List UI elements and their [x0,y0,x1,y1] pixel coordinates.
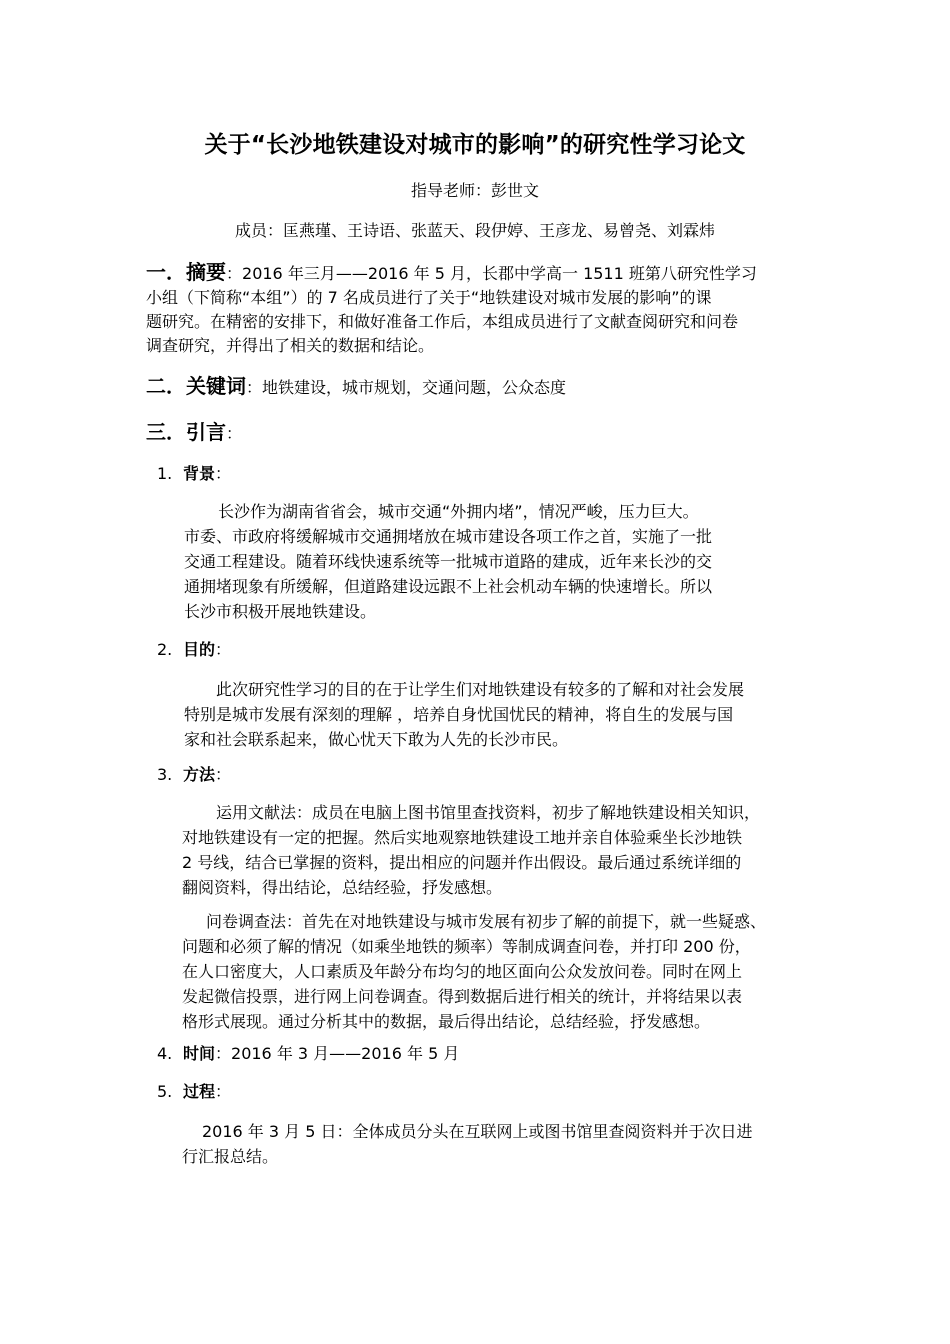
method-survey-line-2: 问题和必须了解的情况（如乘坐地铁的频率）等制成调查问卷，并打印 200 份， [182,937,751,956]
list-item-time [157,1042,459,1066]
purpose-line-2: 特别是城市发展有深刻的理解 ，培养自身忧国忧民的精神，将自生的发展与国 [184,705,734,724]
item-colon: ：2016 年 3 月——2016 年 5 月 [215,1044,460,1063]
background-line-5: 长沙市积极开展地铁建设。 [184,602,377,621]
keywords-text: ：地铁建设，城市规划，交通问题，公众态度 [246,378,567,397]
members-line: 成员：匡燕瑾、王诗语、张蓝天、段伊婷、王彦龙、易曾尧、刘霖炜 [234,221,715,240]
background-line-4: 通拥堵现象有所缓解，但道路建设远跟不上社会机动车辆的快速增长。所以 [184,577,713,596]
item-colon: ： [215,464,232,483]
item-colon: ： [215,640,232,659]
process-line-2: 行汇报总结。 [182,1147,279,1166]
paper-title: 关于“长沙地铁建设对城市的影响”的研究性学习论文 [204,132,746,158]
abstract-colon: ： [226,264,243,283]
item-label: 目的 [183,640,216,659]
intro-section [146,420,816,446]
list-item-purpose [157,638,231,662]
item-number: 3. [157,765,173,784]
item-number: 5. [157,1082,173,1101]
intro-colon: ： [226,424,243,443]
method-survey-line-1: 问卷调查法：首先在对地铁建设与城市发展有初步了解的前提下，就一些疑惑、 [206,912,767,931]
background-line-2: 市委、市政府将缓解城市交通拥堵放在城市建设各项工作之首，实施了一批 [184,527,713,546]
keywords-section [146,374,816,400]
method-survey-line-4: 发起微信投票，进行网上问卷调查。得到数据后进行相关的统计，并将结果以表 [182,987,743,1006]
background-line-1: 长沙作为湖南省省会，城市交通“外拥内堵”，情况严峻，压力巨大。 [218,502,699,521]
item-colon: ： [215,765,232,784]
teacher-line: 指导老师：彭世文 [410,181,539,200]
list-item-process [157,1080,231,1104]
intro-heading: 三．引言 [146,420,226,444]
method-lit-line-1: 运用文献法：成员在电脑上图书馆里查找资料，初步了解地铁建设相关知识， [216,803,761,822]
method-lit-line-3: 2 号线，结合已掌握的资料，提出相应的问题并作出假设。最后通过系统详细的 [182,853,742,872]
item-number: 2. [157,640,173,659]
method-literature-paragraph [182,800,822,900]
purpose-line-3: 家和社会联系起来，做心忧天下敢为人先的长沙市民。 [184,730,569,749]
process-line-1: 2016 年 3 月 5 日：全体成员分头在互联网上或图书馆里查阅资料并于次日进 [202,1122,753,1141]
item-label: 方法 [183,765,216,784]
list-item-background [157,462,231,486]
abstract-section [146,260,816,358]
method-survey-line-5: 格形式展现。通过分析其中的数据，最后得出结论，总结经验，抒发感想。 [182,1012,711,1031]
item-number: 4. [157,1044,173,1063]
method-survey-paragraph [182,909,822,1034]
item-label: 时间 [183,1044,216,1063]
process-paragraph [182,1119,822,1169]
abstract-line-3: 题研究。在精密的安排下，和做好准备工作后，本组成员进行了文献查阅研究和问卷 [146,312,739,331]
abstract-line-2: 小组（下简称“本组”）的 7 名成员进行了关于“地铁建设对城市发展的影响”的课 [146,288,712,307]
method-lit-line-2: 对地铁建设有一定的把握。然后实地观察地铁建设工地并亲自体验乘坐长沙地铁 [182,828,743,847]
list-item-method [157,763,231,787]
background-line-3: 交通工程建设。随着环线快速系统等一批城市道路的建成，近年来长沙的交 [184,552,713,571]
method-lit-line-4: 翻阅资料，得出结论，总结经验，抒发感想。 [182,878,503,897]
abstract-line-4: 调查研究，并得出了相关的数据和结论。 [146,336,435,355]
purpose-line-1: 此次研究性学习的目的在于让学生们对地铁建设有较多的了解和对社会发展 [216,680,745,699]
abstract-heading: 一．摘要 [146,260,226,284]
item-colon: ： [215,1082,232,1101]
item-label: 背景 [183,464,216,483]
abstract-line-1: 2016 年三月——2016 年 5 月，长郡中学高一 1511 班第八研究性学习 [242,264,757,283]
keywords-heading: 二．关键词 [146,374,246,398]
item-number: 1. [157,464,173,483]
method-survey-line-3: 在人口密度大，人口素质及年龄分布均匀的地区面向公众发放问卷。同时在网上 [182,962,743,981]
background-paragraph [184,499,824,624]
purpose-paragraph [184,677,824,752]
item-label: 过程 [183,1082,216,1101]
